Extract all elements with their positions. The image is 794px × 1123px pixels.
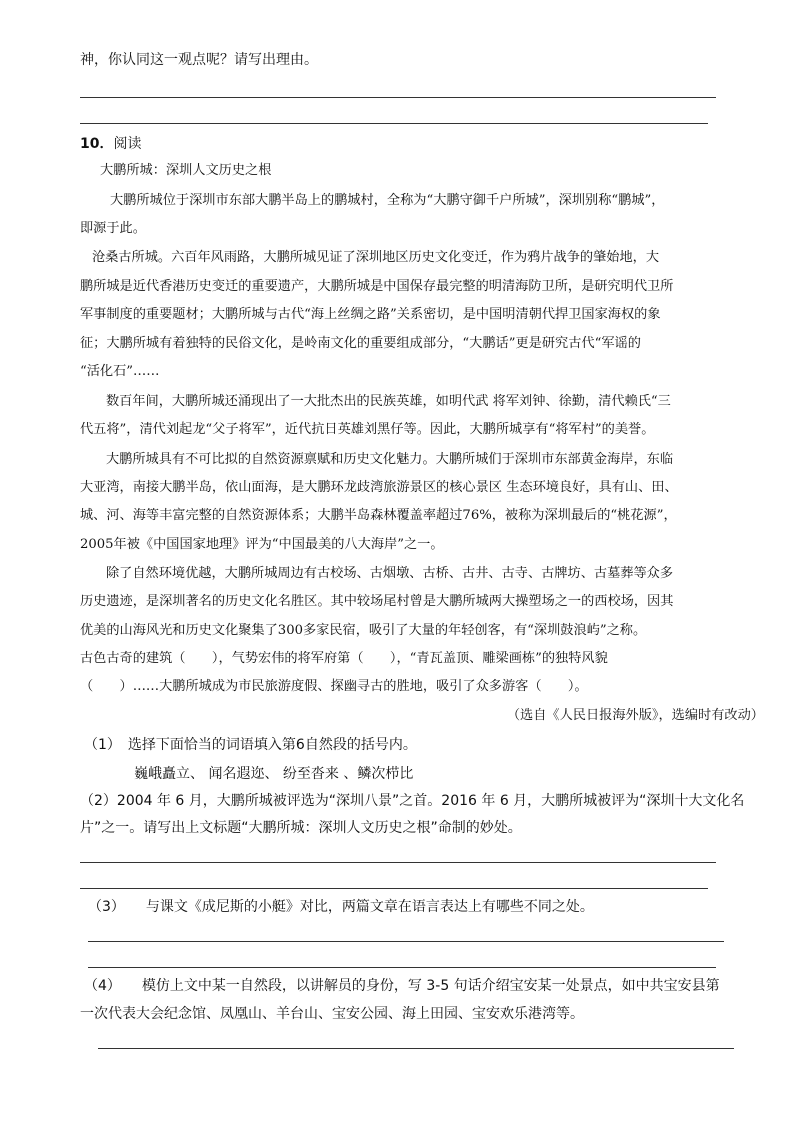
answer-line[interactable]: [80, 97, 716, 98]
answer-line[interactable]: [98, 1048, 734, 1049]
sub-question-4-line: （4） 模仿上文中某一自然段，以讲解员的身份，写 3-5 句话介绍宝安某一处景点，如中共宝安县第: [84, 978, 720, 994]
answer-line[interactable]: [80, 123, 708, 124]
paragraph-line: 古色古奇的建筑（ ），气势宏伟的将军府第（ ），“青瓦盖顶、雕梁画栋”的独特风貌: [80, 651, 608, 666]
paragraph-line: 沧桑古所城。六百年风雨路，大鹏所城见证了深圳地区历史文化变迁，作为鸦片战争的肇始地，大: [92, 250, 660, 265]
answer-line[interactable]: [80, 888, 708, 889]
paragraph-line: 鹏所城是近代香港历史变迁的重要遗产，大鹏所城是中国保存最完整的明清海防卫所，是研究明代卫所: [80, 279, 674, 294]
q10-heading: [80, 134, 141, 154]
paragraph-line: 征；大鹏所城有着独特的民俗文化，是岭南文化的重要组成部分，“大鹏话”更是研究古代“军谣的: [80, 336, 641, 351]
sub-question-2-line: 片”之一。请写出上文标题“大鹏所城：深圳人文历史之根”命制的妙处。: [80, 820, 522, 836]
paragraph-line: 大亚湾，南接大鹏半岛，依山面海，是大鹏环龙歧湾旅游景区的核心景区 生态环境良好，具有山、田、: [80, 480, 678, 495]
paragraph-line: 即源于此。: [80, 221, 146, 236]
paragraph-line: 大鹏所城具有不可比拟的自然资源禀赋和历史文化魅力。大鹏所城们于深圳市东部黄金海岸，东临: [106, 452, 674, 467]
paragraph-line: 大鹏所城位于深圳市东部大鹏半岛上的鹏城村，全称为“大鹏守御千户所城”，深圳别称“鹏城”，: [110, 193, 665, 208]
answer-line[interactable]: [80, 862, 716, 863]
article-title: 大鹏所城：深圳人文历史之根: [100, 163, 272, 178]
paragraph-line: 军事制度的重要题材；大鹏所城与古代“海上丝绸之路”关系密切，是中国明清朝代捍卫国家海权的象: [80, 307, 661, 322]
paragraph-line: 优美的山海风光和历史文化聚集了300多家民宿，吸引了大量的年轻创客，有“深圳鼓浪屿”之称。: [80, 623, 647, 638]
word-options: 巍峨矗立、 闻名遐迩、 纷至沓来 、鳞次栉比: [134, 766, 414, 782]
q9-tail-text: 神，你认同这一观点呢？请写出理由。: [80, 52, 318, 68]
question-number: 10．: [80, 136, 114, 152]
answer-line[interactable]: [88, 941, 724, 942]
sub-question-2-line: （2）2004 年 6 月，大鹏所城被评选为“深圳八景”之首。2016 年 6 月，大鹏所城被评为“深圳十大文化名: [80, 793, 745, 809]
sub-question-1-prompt: （1） 选择下面恰当的词语填入第6自然段的括号内。: [84, 737, 417, 753]
article-source: （选自《人民日报海外版》，选编时有改动）: [506, 708, 764, 723]
paragraph-line: 城、河、海等丰富完整的自然资源体系；大鹏半岛森林覆盖率超过76%，被称为深圳最后的“桃花源”，: [80, 508, 677, 523]
question-label: 阅读: [113, 136, 142, 152]
paragraph-line: （ ）……大鹏所城成为市民旅游度假、探幽寻古的胜地，吸引了众多游客（ ）。: [80, 679, 588, 694]
paragraph-line: 代五将”，清代刘起龙“父子将军”，近代抗日英雄刘黑仔等。因此，大鹏所城享有“将军村”的美誉。: [80, 422, 655, 437]
answer-line[interactable]: [88, 967, 716, 968]
sub-question-3-prompt: （3） 与课文《成尼斯的小艇》对比，两篇文章在语言表达上有哪些不同之处。: [88, 899, 594, 915]
paragraph-line: 2005年被《中国国家地理》评为“中国最美的八大海岸”之一。: [80, 537, 444, 552]
paragraph-line: “活化石”……: [80, 364, 160, 379]
paragraph-line: 数百年间，大鹏所城还涌现出了一大批杰出的民族英雄，如明代武 将军刘钟、徐勤，清代赖氏“三: [106, 394, 671, 409]
sub-question-4-line: 一次代表大会纪念馆、凤凰山、羊台山、宝安公园、海上田园、宝安欢乐港湾等。: [80, 1006, 584, 1022]
paragraph-line: 历史遗迹，是深圳著名的历史文化名胜区。其中较场尾村曾是大鹏所城两大操塑场之一的西校场，因其: [80, 594, 674, 609]
paragraph-line: 除了自然环境优越，大鹏所城周边有古校场、古烟墩、古桥、古井、古寺、古牌坊、古墓葬等众多: [106, 566, 674, 581]
